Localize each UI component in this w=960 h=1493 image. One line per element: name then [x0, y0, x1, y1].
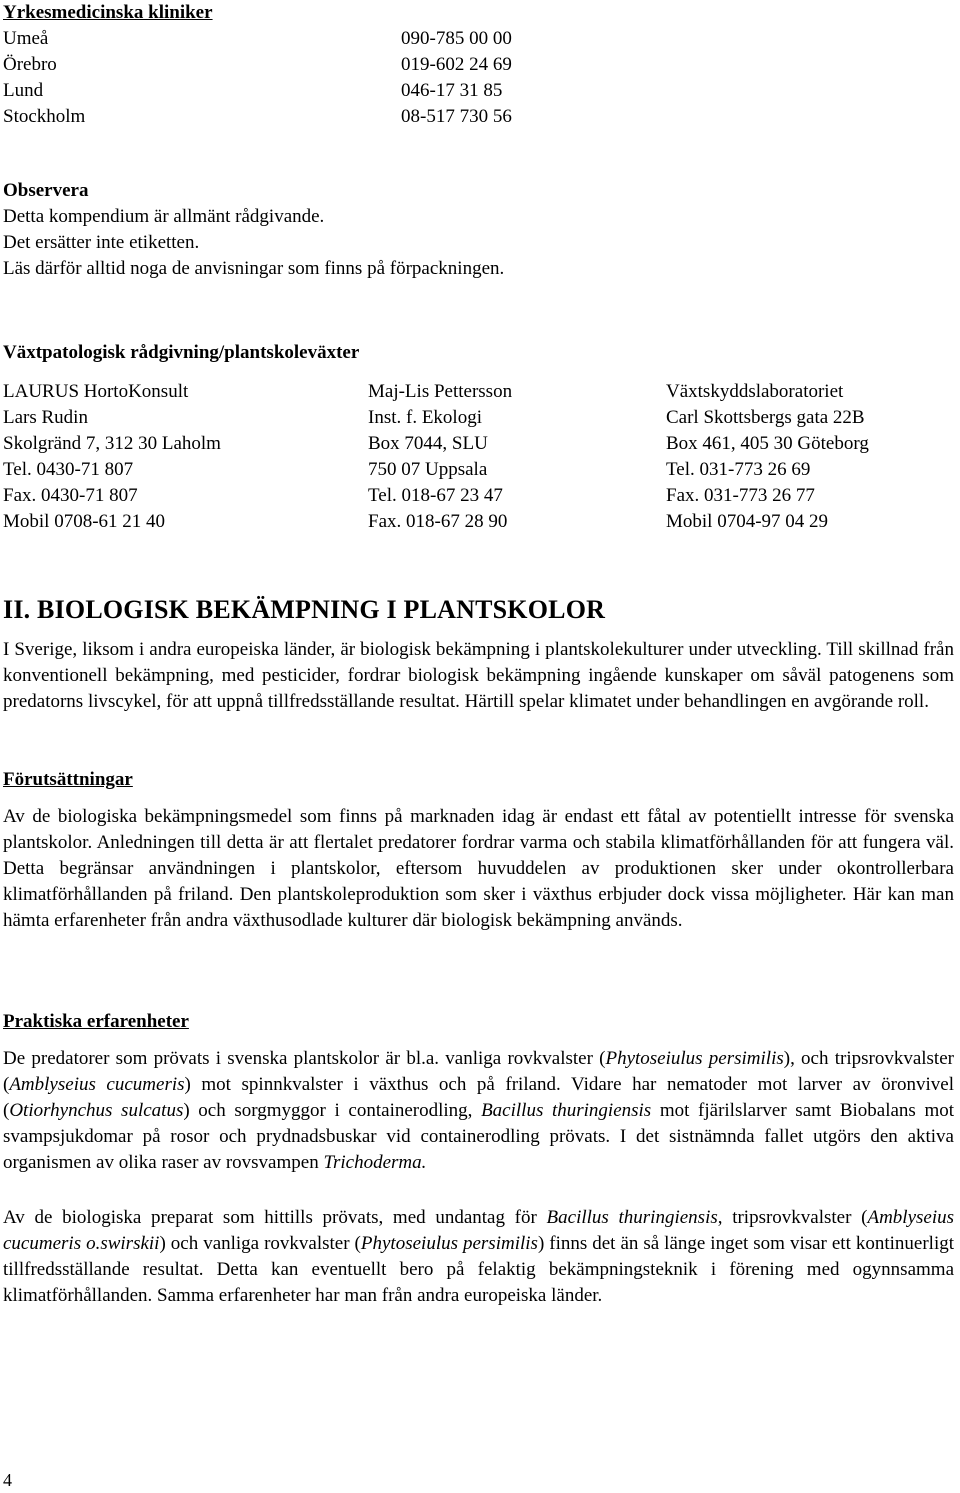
contact-line: Fax. 0430-71 807 [3, 485, 138, 506]
clinic-phone: 08-517 730 56 [401, 106, 512, 127]
species-name: Trichoderma. [323, 1152, 427, 1173]
clinic-row [3, 26, 563, 52]
clinic-city: Umeå [3, 28, 49, 49]
clinic-phone: 046-17 31 85 [401, 80, 503, 101]
clinic-phone: 090-785 00 00 [401, 28, 512, 49]
contact-line: Tel. 0430-71 807 [3, 459, 134, 480]
text-run: mot fjärilslarver samt Biobalans mot svampsjukdomar på rosor och prydnadsbuskar vid containerodling prövats. I det sistnämnda fallet utgörs den aktiva organismen av olika raser av rovsvampen [3, 1100, 955, 1173]
observe-line: Detta kompendium är allmänt rådgivande. [3, 206, 325, 227]
contact-line: Carl Skottsbergs gata 22B [666, 407, 865, 428]
contact-line: Box 7044, SLU [368, 433, 488, 454]
contact-column-laurus [3, 379, 221, 535]
contact-line: Maj-Lis Pettersson [368, 381, 513, 402]
clinic-row [3, 52, 563, 78]
text-run: ) och vanliga rovkvalster ( [159, 1233, 361, 1254]
contact-line: LAURUS HortoKonsult [3, 381, 189, 402]
species-name: Phytoseiulus persimilis [360, 1233, 538, 1254]
species-name: Otiorhynchus sulcatus [9, 1100, 184, 1121]
clinic-city: Stockholm [3, 106, 86, 127]
contact-line: Lars Rudin [3, 407, 88, 428]
text-run: , tripsrovkvalster ( [717, 1207, 868, 1228]
clinics-block [3, 0, 563, 130]
forutsattningar-paragraph: Av de biologiska bekämpningsmedel som finns på marknaden idag är endast ett fåtal av potentiellt intresse för svenska plantskolor. Anledningen till detta är att flertalet predatorer fordrar varma och stabila klimatförhållanden för att fungera väl. Detta begränsar användningen i plantskolor, eftersom huvuddelen av produktionen sker under okontrollerbara klimatförhållanden på friland. Den plantskoleproduktion som sker i växthus erbjuder dock vissa möjligheter. Här kan man hämta erfarenheter från andra växthusodlade kulturer där biologisk bekämpning används. [3, 806, 954, 931]
clinics-title: Yrkesmedicinska kliniker [3, 2, 213, 23]
observe-line: Det ersätter inte etiketten. [3, 232, 200, 253]
observe-title: Observera [3, 180, 89, 201]
text-run: ) mot spinnkvalster i växthus och på friland. Vidare har nematoder mot larver av öronvivel ( [3, 1074, 954, 1121]
contact-line: Fax. 018-67 28 90 [368, 511, 508, 532]
text-run: Av de biologiska preparat som hittills prövats, med undantag för [3, 1207, 547, 1228]
contacts-title: Växtpatologisk rådgivning/plantskoleväxter [3, 342, 360, 363]
clinic-row [3, 78, 563, 104]
forutsattningar-heading: Förutsättningar [3, 769, 133, 790]
species-name: Bacillus thuringiensis [546, 1207, 718, 1228]
text-run: De predatorer som prövats i svenska plantskolor är bl.a. vanliga rovkvalster ( [3, 1048, 606, 1069]
contact-line: Skolgränd 7, 312 30 Laholm [3, 433, 221, 454]
contact-column-vaxtskydd [666, 379, 869, 535]
clinic-row [3, 104, 563, 130]
contact-line: 750 07 Uppsala [368, 459, 488, 480]
contact-line: Mobil 0708-61 21 40 [3, 511, 166, 532]
species-name: Phytoseiulus persimilis [605, 1048, 784, 1069]
praktiska-paragraph-1 [3, 1046, 954, 1176]
clinic-phone: 019-602 24 69 [401, 54, 512, 75]
species-name: Amblyseius cucumeris o.swirskii [3, 1207, 955, 1254]
text-run: ), och tripsrovkvalster ( [3, 1048, 954, 1095]
clinic-city: Örebro [3, 54, 57, 75]
species-name: Bacillus thuringiensis [481, 1100, 652, 1121]
contact-line: Tel. 018-67 23 47 [368, 485, 503, 506]
contact-line: Inst. f. Ekologi [368, 407, 482, 428]
contact-column-slu [368, 379, 512, 535]
clinic-city: Lund [3, 80, 44, 101]
text-run: ) och sorgmyggor i containerodling, [183, 1100, 482, 1121]
contact-line: Växtskyddslaboratoriet [666, 381, 844, 402]
praktiska-heading: Praktiska erfarenheter [3, 1011, 189, 1032]
intro-paragraph: I Sverige, liksom i andra europeiska länder, är biologisk bekämpning i plantskolekulturer under utveckling. Till skillnad från konventionell bekämpning, med pesticider, fordrar biologisk bekämpning ingående kunskaper om såväl patogenens som predatorns livscykel, för att uppnå tillfredsställande resultat. Härtill spelar klimatet under behandlingen en avgörande roll. [3, 639, 954, 712]
contact-line: Mobil 0704-97 04 29 [666, 511, 829, 532]
page-number: 4 [3, 1470, 12, 1490]
species-name: Amblyseius cucumeris [9, 1074, 185, 1095]
contact-line: Fax. 031-773 26 77 [666, 485, 815, 506]
text-run: ) finns det än så länge inget som visar ett kontinuerligt tillfredsställande resultat. Detta kan eventuellt bero på felaktig bekämpningsteknik i förening med ogynnsamma klimatförhållanden. Samma erfarenheter har man från andra europeiska länder. [3, 1233, 954, 1306]
observe-line: Läs därför alltid noga de anvisningar som finns på förpackningen. [3, 258, 505, 279]
contact-line: Box 461, 405 30 Göteborg [666, 433, 869, 454]
praktiska-paragraph-2 [3, 1205, 954, 1309]
section-title: II. BIOLOGISK BEKÄMPNING I PLANTSKOLOR [3, 595, 606, 624]
contact-line: Tel. 031-773 26 69 [666, 459, 811, 480]
observe-block [3, 178, 903, 282]
